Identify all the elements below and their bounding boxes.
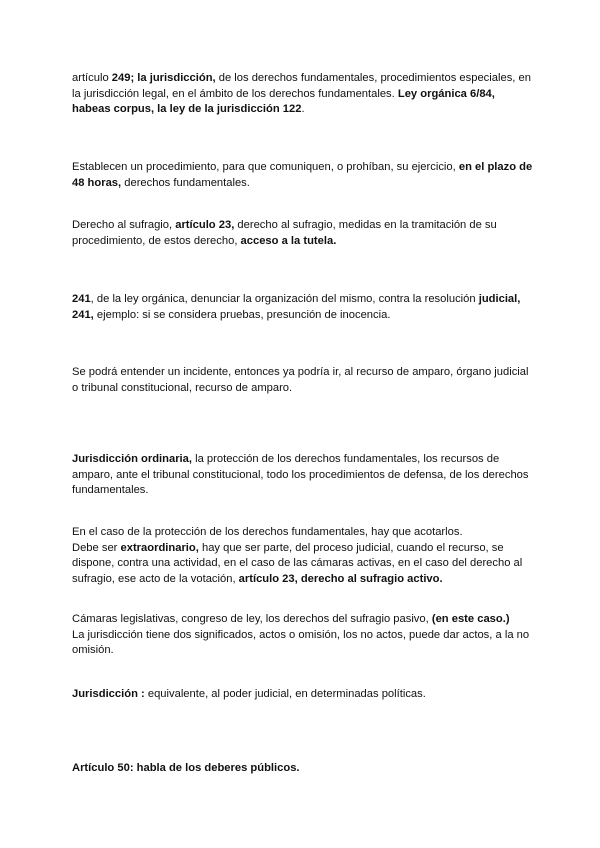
- bold-text-segment: artículo 23,: [175, 219, 235, 231]
- text-segment: de los derechos fundamentales, procedimientos especiales, en la jurisdicción legal, en el ámbito de los derechos fundamentales.: [72, 72, 531, 100]
- text-segment: la protección de los derechos fundamentales, los recursos de amparo, ante el tribunal constitucional, todo los procedimientos de defensa, de los derechos fundamentales.: [72, 453, 529, 496]
- paragraph-4: [72, 292, 534, 323]
- text-segment: artículo: [72, 72, 112, 84]
- bold-text-segment: 249; la jurisdicción,: [111, 72, 216, 84]
- text-segment: Se podrá entender un incidente, entonces ya podría ir, al recurso de amparo, órgano judicial o tribunal constitucional, recurso de amparo.: [72, 366, 529, 394]
- text-segment: Cámaras legislativas, congreso de ley, los derechos del sufragio pasivo,: [72, 613, 432, 625]
- text-segment: hay que ser parte, del proceso judicial, cuando el recurso, se dispone, contra una actividad, en el caso de las cámaras activas, en el caso del derecho al sufragio, ese acto de la votación,: [72, 541, 523, 585]
- paragraph-6: [72, 452, 534, 499]
- bold-text-segment: acceso a la tutela.: [240, 234, 337, 247]
- bold-text-segment: extraordinario,: [120, 541, 199, 554]
- text-segment: derechos fundamentales.: [121, 176, 250, 189]
- paragraph-9: [72, 687, 534, 703]
- paragraph-10: [72, 761, 534, 777]
- bold-text-segment: Ley orgánica 6/84, habeas corpus, la ley de la jurisdicción 122: [72, 87, 495, 115]
- paragraph-7: [72, 525, 534, 587]
- bold-text-segment: en el plazo de 48 horas,: [72, 161, 533, 189]
- text-segment: Derecho al sufragio,: [72, 219, 176, 231]
- paragraph-3: [72, 218, 534, 249]
- bold-text-segment: 241: [72, 293, 91, 305]
- paragraph-8: [72, 612, 534, 659]
- text-segment: ejemplo: si se considera pruebas, presunción de inocencia.: [93, 308, 391, 321]
- bold-text-segment: Artículo 50: habla de los deberes públicos.: [72, 762, 300, 774]
- paragraph-2: [72, 160, 534, 191]
- text-segment: En el caso de la protección de los derechos fundamentales, hay que acotarlos.: [72, 526, 463, 538]
- bold-text-segment: Jurisdicción :: [72, 688, 145, 700]
- paragraph-1: [72, 71, 534, 118]
- bold-text-segment: judicial, 241,: [72, 293, 521, 321]
- text-segment: derecho al sufragio, medidas en la tramitación de su procedimiento, de estos derecho,: [72, 219, 497, 247]
- bold-text-segment: Jurisdicción ordinaria,: [72, 453, 192, 465]
- bold-text-segment: artículo 23, derecho al sufragio activo.: [238, 572, 443, 585]
- text-segment: , de la ley orgánica, denunciar la organización del mismo, contra la resolución: [90, 293, 479, 305]
- text-segment: La jurisdicción tiene dos significados, actos o omisión, los no actos, puede dar actos, a la no omisión.: [72, 628, 530, 656]
- text-segment: Establecen un procedimiento, para que comuniquen, o prohíban, su ejercicio,: [72, 161, 459, 173]
- paragraph-5: [72, 365, 534, 396]
- text-segment: .: [301, 103, 305, 115]
- text-segment: Debe ser: [72, 541, 121, 554]
- bold-text-segment: (en este caso.): [431, 613, 510, 625]
- text-segment: equivalente, al poder judicial, en determinadas políticas.: [144, 688, 426, 700]
